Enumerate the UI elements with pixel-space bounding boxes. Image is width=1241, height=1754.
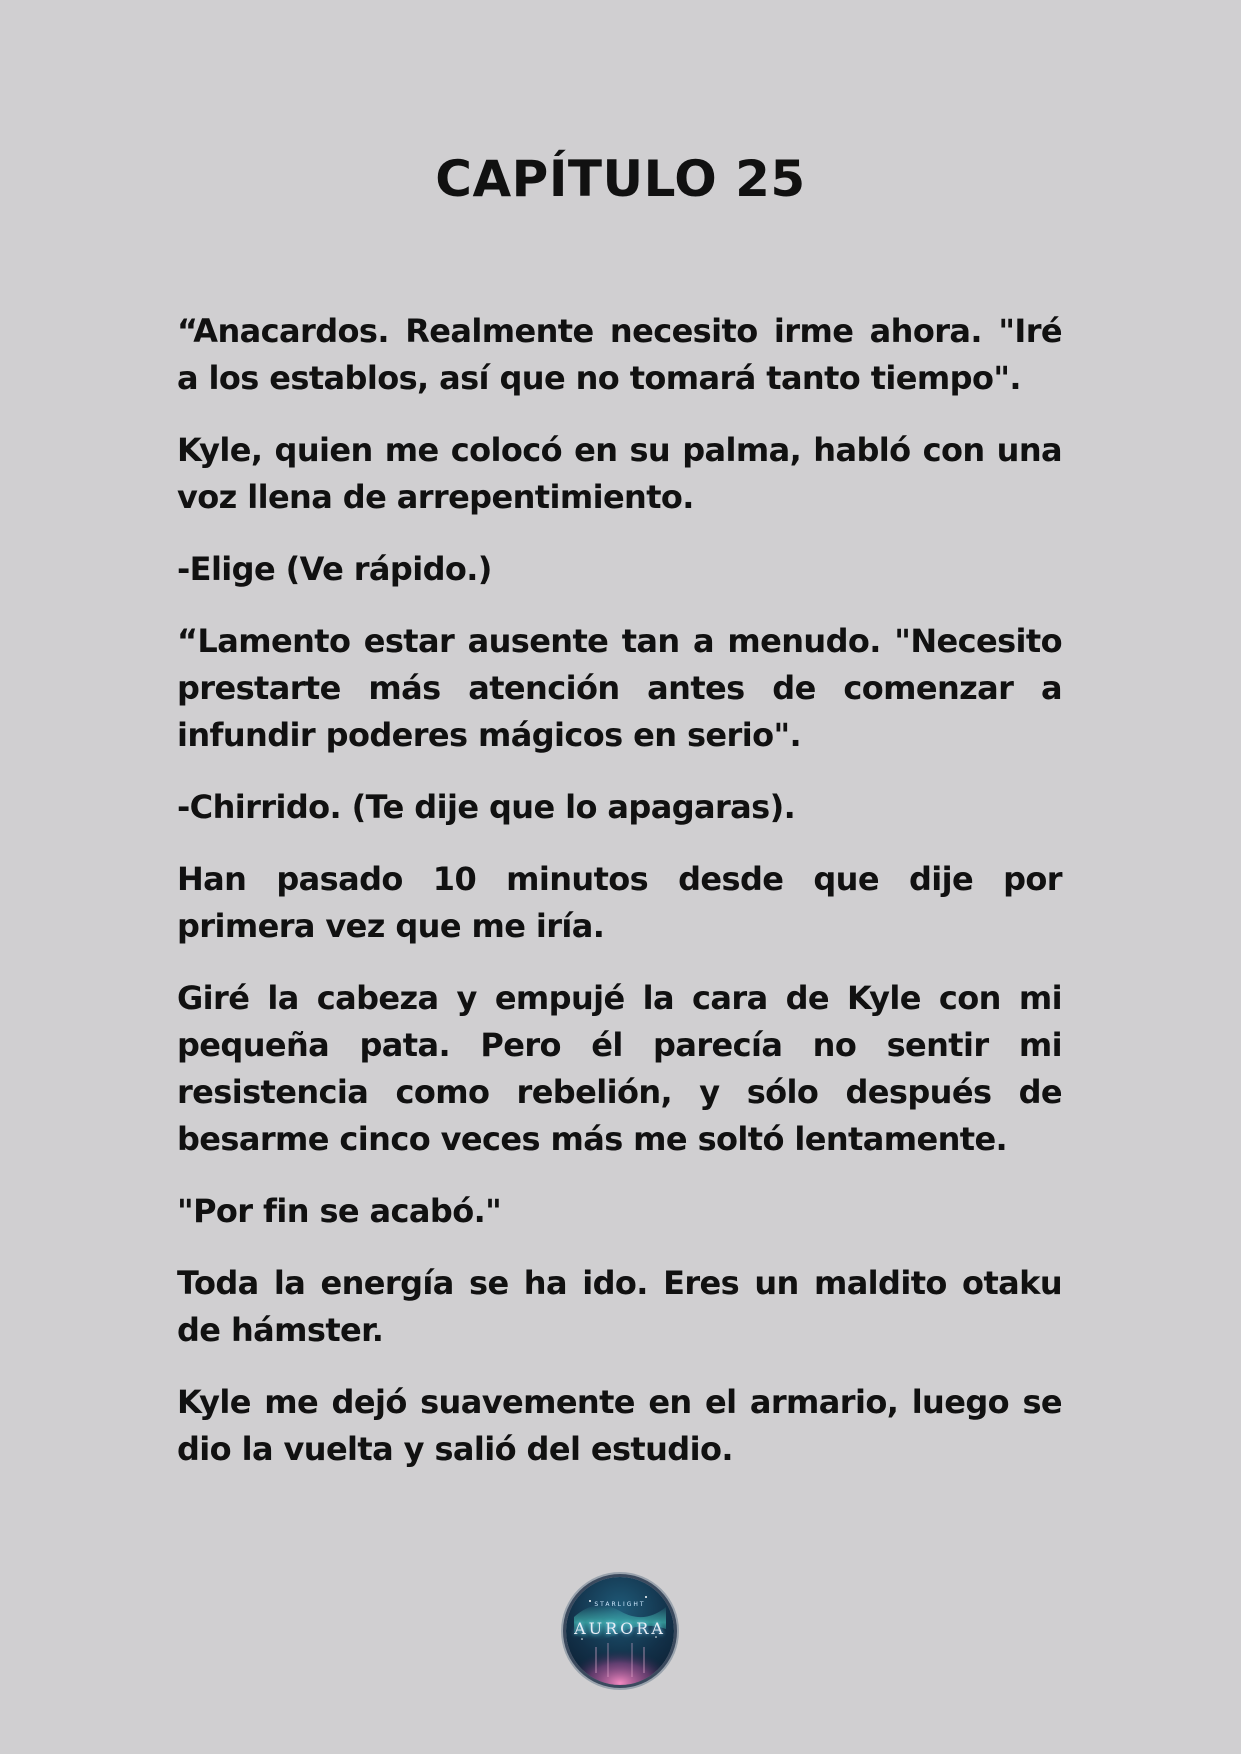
paragraph: Han pasado 10 minutos desde que dije por primera vez que me iría.	[177, 860, 1062, 945]
paragraph: "Por fin se acabó."	[177, 1192, 502, 1230]
paragraph: “Anacardos. Realmente necesito irme ahora. "Iré a los establos, así que no tomará tanto tiempo".	[177, 312, 1062, 397]
chapter-body	[177, 308, 1062, 1498]
paragraph: Kyle, quien me colocó en su palma, habló con una voz llena de arrepentimiento.	[177, 431, 1062, 516]
aurora-logo-icon	[566, 1577, 674, 1685]
logo-name: AURORA	[574, 1619, 666, 1638]
paragraph: Toda la energía se ha ido. Eres un maldito otaku de hámster.	[177, 1264, 1062, 1349]
paragraph: “Lamento estar ausente tan a menudo. "Necesito prestarte más atención antes de comenzar a infundir poderes mágicos en serio".	[177, 622, 1062, 754]
paragraph: -Chirrido. (Te dije que lo apagaras).	[177, 788, 796, 826]
chapter-title: CAPÍTULO 25	[435, 150, 806, 208]
paragraph: -Elige (Ve rápido.)	[177, 550, 492, 588]
logo-tagline: STARLIGHT	[594, 1601, 646, 1608]
paragraph: Giré la cabeza y empujé la cara de Kyle con mi pequeña pata. Pero él parecía no sentir mi resistencia como rebelión, y sólo después de besarme cinco veces más me soltó lentamente.	[177, 979, 1062, 1158]
paragraph: Kyle me dejó suavemente en el armario, luego se dio la vuelta y salió del estudio.	[177, 1383, 1062, 1468]
